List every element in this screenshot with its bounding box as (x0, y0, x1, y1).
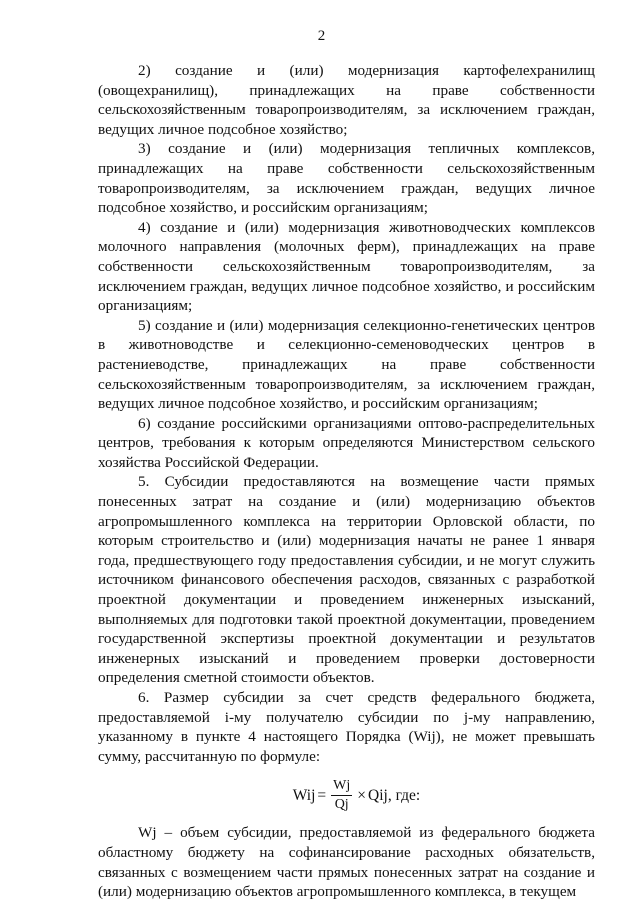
formula-numerator: Wj (331, 778, 352, 796)
paragraph-item-6: 6) создание российскими организациями оптово-распределительных центров, требования к которым определяются Министерством сельского хозяйства Российской Федерации. (98, 414, 595, 471)
paragraph-item-2: 2) создание и (или) модернизация картофелехранилищ (овощехранилищ), принадлежащих на праве собственности сельскохозяйственным товаропроизводителям, за исключением граждан, ведущих личное подсобное хозяйство; (98, 62, 595, 138)
formula-times: × (357, 786, 366, 804)
formula-lhs: Wij (292, 786, 316, 804)
paragraph-item-5: 5) создание и (или) модернизация селекционно-генетических центров в животноводстве и селекционно-семеноводческих центров в растениеводстве, принадлежащих на праве собственности сельскохозяйственным товаропроизводителям, за исключением граждан, ведущих личное подсобное хозяйство, и российским организациям; (98, 316, 595, 413)
subsidy-formula (98, 778, 595, 813)
formula-denominator: Qj (334, 797, 349, 813)
formula-equals: = (317, 786, 327, 804)
formula-suffix: , где: (387, 786, 421, 804)
paragraph-clause-6: 6. Размер субсидии за счет средств федерального бюджета, предоставляемой i-му получателю субсидии по j-му направлению, указанному в пункте 4 настоящего Порядка (Wij), не может превышать сумму, рассчитанную по формуле: (98, 689, 595, 765)
formula-fraction (331, 778, 352, 813)
paragraph-clause-5: 5. Субсидии предоставляются на возмещение части прямых понесенных затрат на создание и (или) модернизацию объектов агропромышленного комплекса на территории Орловской области, по которым строительство и (или) модернизация начаты не ранее 1 января года, предшествующего году предоставления субсидии, и не могут служить источником финансового обеспечения расходов, связанных с разработкой проектной документации и проведением инженерных изысканий, выполняемых для подготовки такой проектной документации, проведением государственной экспертизы проектной документации и результатов инженерных изысканий и проведением проверки достоверности определения сметной стоимости объектов. (98, 473, 595, 687)
paragraph-wj-definition: Wj – объем субсидии, предоставляемой из федерального бюджета областному бюджету на софинансирование расходных обязательств, связанных с возмещением части прямых понесенных затрат на создание и (или) модернизацию объектов агропромышленного комплекса, в текущем (98, 824, 595, 901)
paragraph-item-3: 3) создание и (или) модернизация тепличных комплексов, принадлежащих на праве собственности сельскохозяйственным товаропроизводителям, за исключением граждан, ведущих личное подсобное хозяйство, и российским организациям; (98, 140, 595, 217)
paragraph-item-4: 4) создание и (или) модернизация животноводческих комплексов молочного направления (молочных ферм), принадлежащих на праве собственности сельскохозяйственным товаропроизводителям, за исключением граждан, ведущих личное подсобное хозяйство, и российским организациям; (98, 218, 595, 315)
page-number: 2 (317, 28, 326, 44)
formula-factor: Qij (368, 786, 388, 804)
